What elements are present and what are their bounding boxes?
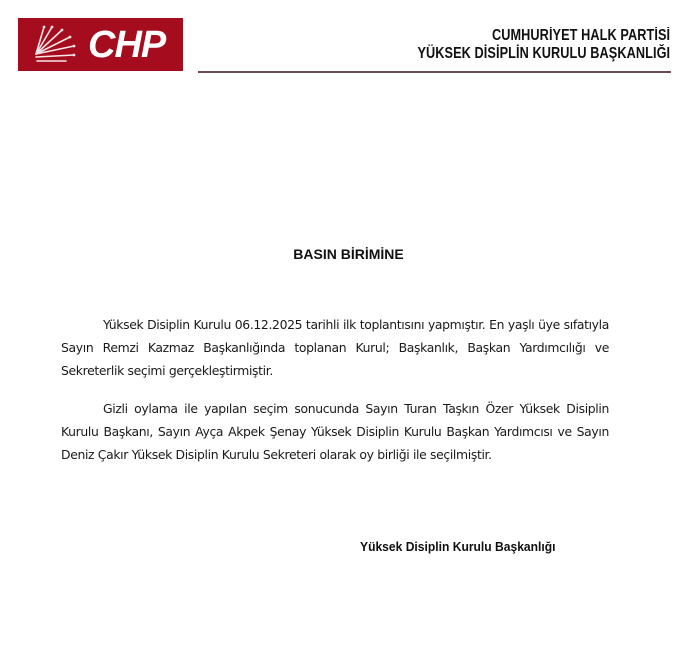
document-title: BASIN BİRİMİNE — [293, 246, 404, 262]
six-arrows-icon — [30, 24, 80, 64]
paragraph-2: Gizli oylama ile yapılan seçim sonucunda Sayın Turan Taşkın Özer Yüksek Disiplin Kurulu Başkanı, Sayın Ayça Akpek Şenay Yüksek Disiplin Kurulu Başkan Yardımcısı ve Sayın Deniz Çakır Yüksek Disiplin Kurulu Sekreteri olarak oy birliği ile seçilmiştir. — [61, 401, 609, 462]
organization-line-2: YÜKSEK DİSİPLİN KURULU BAŞKANLIĞI — [417, 45, 670, 62]
chp-logo — [18, 18, 183, 71]
organization-heading — [417, 27, 670, 63]
signature: Yüksek Disiplin Kurulu Başkanlığı — [360, 539, 556, 554]
logo-text: CHP — [88, 24, 166, 66]
header-divider — [198, 71, 671, 73]
organization-line-1: CUMHURİYET HALK PARTİSİ — [491, 27, 670, 44]
paragraph-1: Yüksek Disiplin Kurulu 06.12.2025 tarihli ilk toplantısını yapmıştır. En yaşlı üye sıfatıyla Sayın Remzi Kazmaz Başkanlığında toplanan Kurul; Başkanlık, Başkan Yardımcılığı ve Sekreterlik seçimi gerçekleştirmiştir. — [61, 317, 609, 378]
